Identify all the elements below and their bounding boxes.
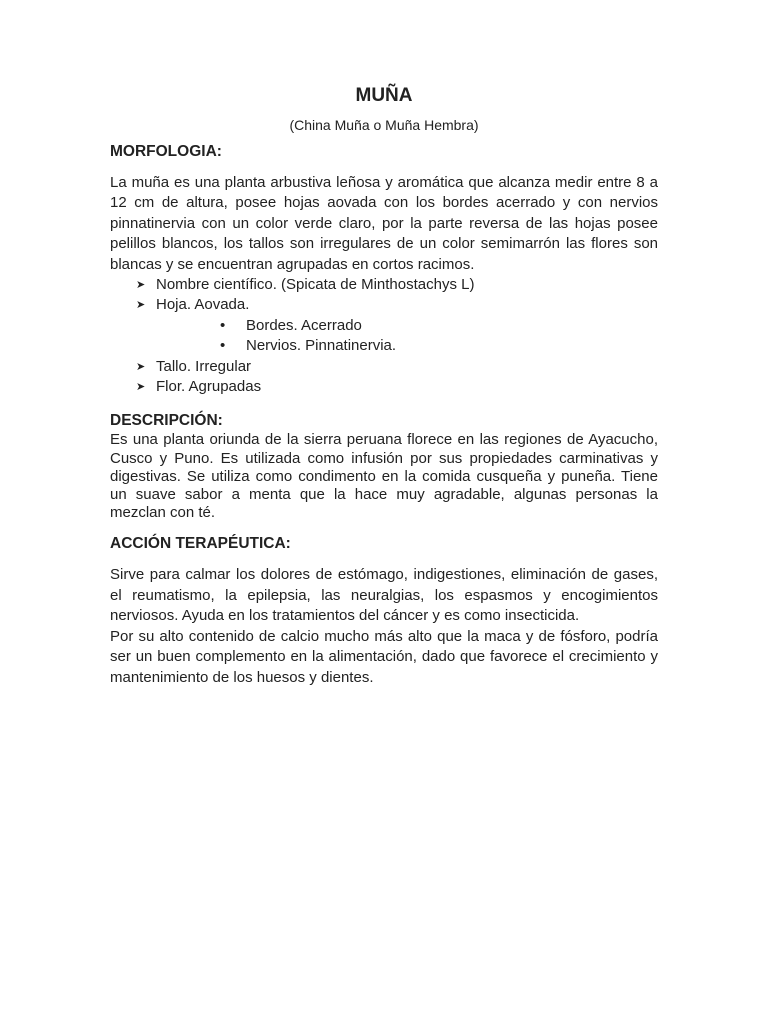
accion-paragraph-1: Sirve para calmar los dolores de estómago, indigestiones, eliminación de gases, el reumatismo, la epilepsia, las neuralgias, los espasmos y encogimientos nerviosos. Ayuda en los tratamientos del cáncer y es como insecticida. bbox=[110, 566, 658, 625]
document-page bbox=[110, 84, 658, 688]
sublist-item-text: Bordes. Acerrado bbox=[246, 316, 362, 334]
dot-bullet-icon: • bbox=[220, 316, 226, 334]
morfologia-heading: MORFOLOGIA: bbox=[110, 143, 222, 160]
sublist-item bbox=[220, 336, 658, 356]
arrow-bullet-icon: ➤ bbox=[136, 360, 146, 373]
list-item bbox=[136, 357, 658, 377]
hoja-sublist bbox=[156, 316, 658, 357]
list-item bbox=[136, 377, 658, 397]
accion-heading: ACCIÓN TERAPÉUTICA: bbox=[110, 535, 291, 553]
accion-paragraph-2: Por su alto contenido de calcio mucho más alto que la maca y de fósforo, podría ser un buen complemento en la alimentación, dado que favorece el crecimiento y mantenimiento de los huesos y dientes. bbox=[110, 627, 658, 686]
arrow-bullet-icon: ➤ bbox=[136, 381, 146, 394]
document-subtitle: (China Muña o Muña Hembra) bbox=[289, 117, 479, 133]
dot-bullet-icon: • bbox=[220, 337, 226, 355]
list-item-text: Tallo. Irregular bbox=[156, 357, 252, 375]
list-item bbox=[136, 295, 658, 356]
list-item bbox=[136, 275, 658, 295]
list-item-text: Flor. Agrupadas bbox=[156, 378, 262, 396]
descripcion-heading: DESCRIPCIÓN: bbox=[110, 412, 223, 430]
sublist-item-text: Nervios. Pinnatinervia. bbox=[246, 337, 397, 355]
descripcion-paragraph: Es una planta oriunda de la sierra peruana florece en las regiones de Ayacucho, Cusco y Puno. Es utilizada como infusión por sus propiedades carminativas y digestivas. Se utiliza como condimento en la comida cusqueña y puneña. Tiene un suave sabor a menta que la hace muy agradable, algunas personas la mezclan con té. bbox=[110, 431, 658, 522]
morfologia-paragraph: La muña es una planta arbustiva leñosa y aromática que alcanza medir entre 8 a 12 cm de altura, posee hojas aovada con los bordes acerrado y con nervios pinnatinervia con un color verde claro, por la parte reversa de las hojas posee pelillos blancos, los tallos son irregulares de un color semimarrón las flores son blancas y se encuentran agrupadas en cortos racimos. bbox=[110, 174, 658, 273]
arrow-bullet-icon: ➤ bbox=[136, 299, 146, 312]
arrow-bullet-icon: ➤ bbox=[136, 279, 146, 292]
list-item-text: Hoja. Aovada. bbox=[156, 296, 250, 314]
sublist-item bbox=[220, 316, 658, 336]
morfologia-list bbox=[110, 275, 658, 397]
list-item-text: Nombre científico. (Spicata de Minthostachys L) bbox=[156, 276, 475, 294]
document-title: MUÑA bbox=[355, 85, 413, 106]
